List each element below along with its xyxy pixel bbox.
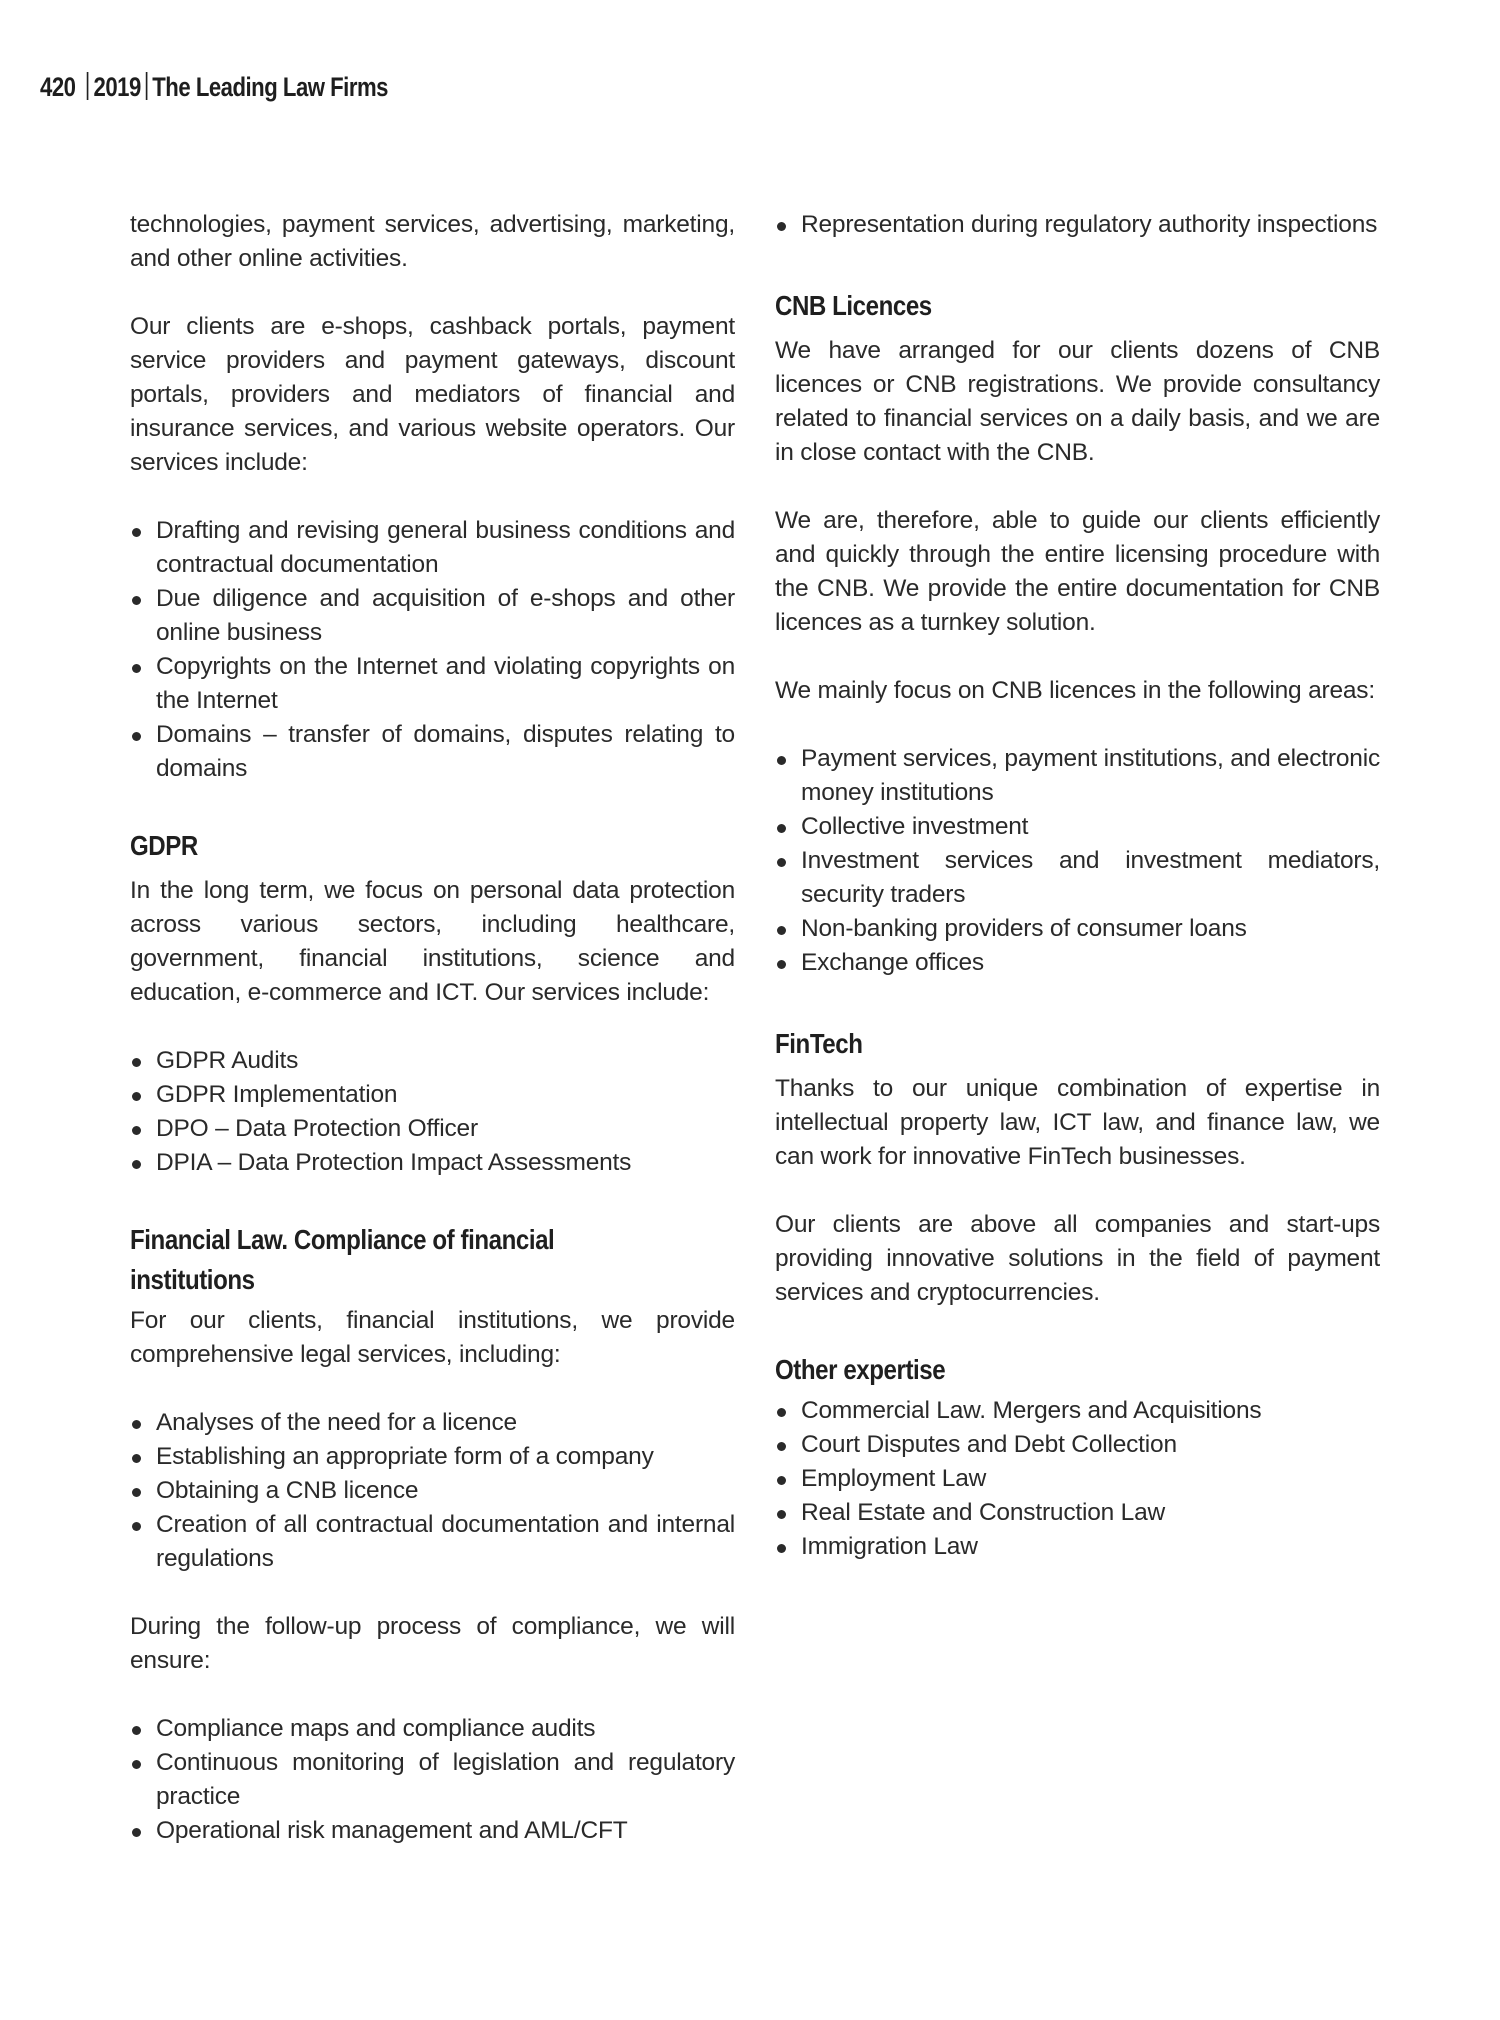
list-item: Establishing an appropriate form of a company: [130, 1440, 735, 1474]
followup-paragraph: During the follow-up process of compliance, we will ensure:: [130, 1613, 735, 1674]
list-item: Non-banking providers of consumer loans: [775, 912, 1380, 946]
other-expertise-list: [775, 1394, 1380, 1564]
list-item: Copyrights on the Internet and violating copyrights on the Internet: [130, 650, 735, 718]
list-item: Analyses of the need for a licence: [130, 1406, 735, 1440]
bullet-icon: [132, 664, 141, 673]
list-item: Court Disputes and Debt Collection: [775, 1428, 1380, 1462]
bullet-icon: [132, 1058, 141, 1067]
cnb-areas-list: [775, 742, 1380, 980]
bullet-icon: [132, 1454, 141, 1463]
gdpr-paragraph: In the long term, we focus on personal data protection across various sectors, including healthcare, government, financial institutions, science and education, e-commerce and ICT. Our services include:: [130, 877, 735, 1006]
bullet-icon: [132, 1488, 141, 1497]
continued-list: [775, 208, 1380, 242]
list-item: Real Estate and Construction Law: [775, 1496, 1380, 1530]
bullet-icon: [777, 1510, 786, 1519]
section-heading-fintech: FinTech: [775, 1028, 863, 1059]
bullet-icon: [777, 756, 786, 765]
cnb-paragraph-3: We mainly focus on CNB licences in the following areas:: [775, 677, 1375, 704]
bullet-icon: [132, 596, 141, 605]
list-item: Immigration Law: [775, 1530, 1380, 1564]
page-number: 420: [40, 72, 76, 102]
list-item: Collective investment: [775, 810, 1380, 844]
publication-title: The Leading Law Firms: [152, 72, 388, 102]
list-item: DPO – Data Protection Officer: [130, 1112, 735, 1146]
bullet-icon: [777, 858, 786, 867]
bullet-icon: [777, 1442, 786, 1451]
followup-list: [130, 1712, 735, 1848]
list-item: Operational risk management and AML/CFT: [130, 1814, 735, 1848]
list-item: Payment services, payment institutions, and electronic money institutions: [775, 742, 1380, 810]
bullet-icon: [777, 222, 786, 231]
gdpr-list: [130, 1044, 735, 1180]
bullet-icon: [132, 1160, 141, 1169]
bullet-icon: [777, 1408, 786, 1417]
clients-paragraph: Our clients are e-shops, cashback portals, payment service providers and payment gateways, discount portals, providers and mediators of financial and insurance services, and various website operators. Our services include:: [130, 313, 735, 476]
header-divider: [146, 72, 148, 100]
section-heading-other-expertise: Other expertise: [775, 1354, 946, 1385]
bullet-icon: [132, 1828, 141, 1837]
bullet-icon: [777, 926, 786, 935]
intro-continuation: technologies, payment services, advertising, marketing, and other online activities.: [130, 211, 735, 272]
fintech-paragraph-1: Thanks to our unique combination of expertise in intellectual property law, ICT law, and finance law, we can work for innovative FinTech businesses.: [775, 1075, 1380, 1170]
list-item: DPIA – Data Protection Impact Assessments: [130, 1146, 735, 1180]
bullet-icon: [132, 1726, 141, 1735]
list-item: Drafting and revising general business conditions and contractual documentation: [130, 514, 735, 582]
bullet-icon: [132, 1092, 141, 1101]
right-column: [775, 208, 1380, 1564]
list-item: GDPR Audits: [130, 1044, 735, 1078]
list-item: Domains – transfer of domains, disputes relating to domains: [130, 718, 735, 786]
header-year: 2019: [93, 72, 141, 102]
list-item: Obtaining a CNB licence: [130, 1474, 735, 1508]
fintech-paragraph-2: Our clients are above all companies and start-ups providing innovative solutions in the field of payment services and cryptocurrencies.: [775, 1211, 1380, 1306]
cnb-paragraph-2: We are, therefore, able to guide our clients efficiently and quickly through the entire licensing procedure with the CNB. We provide the entire documentation for CNB licences as a turnkey solution.: [775, 507, 1380, 636]
financial-law-list: [130, 1406, 735, 1576]
list-item: Commercial Law. Mergers and Acquisitions: [775, 1394, 1380, 1428]
list-item: Creation of all contractual documentation and internal regulations: [130, 1508, 735, 1576]
bullet-icon: [777, 824, 786, 833]
bullet-icon: [777, 1544, 786, 1553]
section-heading-cnb-licences: CNB Licences: [775, 290, 932, 321]
list-item: Due diligence and acquisition of e-shops and other online business: [130, 582, 735, 650]
running-header: [40, 72, 388, 103]
bullet-icon: [132, 732, 141, 741]
financial-law-paragraph: For our clients, financial institutions, we provide comprehensive legal services, including:: [130, 1307, 735, 1368]
list-item: Compliance maps and compliance audits: [130, 1712, 735, 1746]
section-heading-financial-law: Financial Law. Compliance of financial institutions: [130, 1224, 555, 1295]
list-item: Representation during regulatory authority inspections: [775, 208, 1380, 242]
list-item: Continuous monitoring of legislation and regulatory practice: [130, 1746, 735, 1814]
bullet-icon: [777, 960, 786, 969]
cnb-paragraph-1: We have arranged for our clients dozens of CNB licences or CNB registrations. We provide consultancy related to financial services on a daily basis, and we are in close contact with the CNB.: [775, 337, 1380, 466]
header-divider: [87, 72, 89, 100]
section-heading-gdpr: GDPR: [130, 830, 198, 861]
bullet-icon: [132, 1522, 141, 1531]
services-list: [130, 514, 735, 786]
list-item: Investment services and investment mediators, security traders: [775, 844, 1380, 912]
list-item: Employment Law: [775, 1462, 1380, 1496]
bullet-icon: [777, 1476, 786, 1485]
bullet-icon: [132, 1126, 141, 1135]
list-item: Exchange offices: [775, 946, 1380, 980]
list-item: GDPR Implementation: [130, 1078, 735, 1112]
left-column: [130, 208, 735, 1848]
bullet-icon: [132, 1760, 141, 1769]
bullet-icon: [132, 528, 141, 537]
bullet-icon: [132, 1420, 141, 1429]
